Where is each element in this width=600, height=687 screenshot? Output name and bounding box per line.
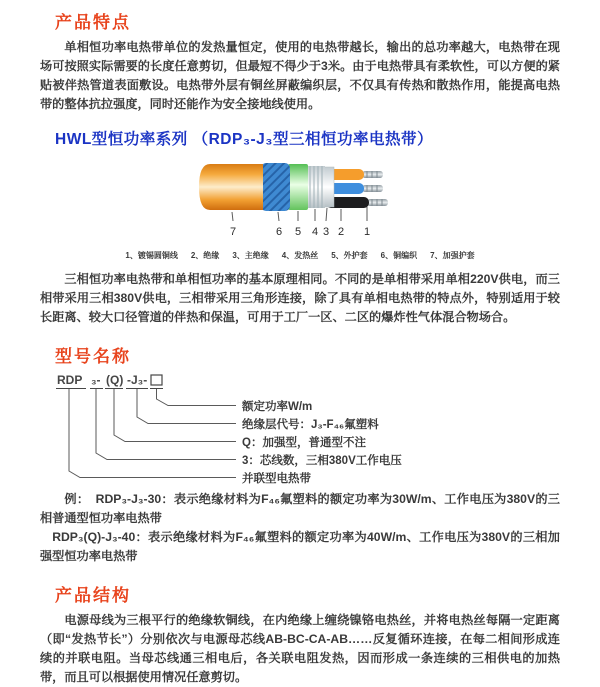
layer-number-7: 7 <box>229 226 237 238</box>
heating-wire-layer <box>306 166 325 208</box>
layer-number-5: 5 <box>294 226 302 238</box>
layer-numbers <box>230 226 370 238</box>
copper-braid-layer <box>261 163 290 211</box>
structure-section-title: 产品结构 <box>55 586 131 605</box>
formula-base: RDP <box>57 373 83 387</box>
model-section-title: 型号名称 <box>55 347 131 366</box>
callout-rated-power: 额定功率W/m <box>242 401 313 413</box>
structure-paragraph: 电源母线为三根平行的绝缘软铜线，在内绝缘上缠绕镍铬电热丝，并将电热丝每隔一定距离（即“发热节长”）分别依次与电源母芯线AB-BC-CA-AB……反复循环连接，在每二相间形成连续的并联电阻。当母芯线通三相电后，各关联电阻发热，因而形成一条连续的三相供电的加热带，而且可以根据使用情况任意剪切。 <box>40 613 560 684</box>
legend-item: 2、绝缘 <box>190 251 220 260</box>
formula-cores: ₃- <box>91 373 101 387</box>
model-formula <box>57 373 162 387</box>
legend-item: 6、铜编织 <box>380 251 418 260</box>
model-example-2: RDP₃(Q)-J₃-40：表示绝缘材料为F₄₆氟塑料的额定功率为40W/m、工作电压为380V的三相加强型恒功率电热带 <box>40 530 560 563</box>
model-designation-diagram <box>55 372 560 490</box>
series-heading: HWL型恒功率系列 （RDP₃-J₃型三相恒功率电热带） <box>55 131 433 148</box>
outer-jacket-layer <box>288 164 308 210</box>
features-paragraph: 单相恒功率电热带单位的发热量恒定，使用的电热带越长，输出的总功率越大，电热带在现场可按照实际需要的长度任意剪切，但最短不得少于3米。由于电热带具有柔软性，可以方便的紧贴被伴热管道表面敷设。电热带外层有铜丝屏蔽编织层，不仅具有传热和散热作用，能提高电热带的整体抗拉强度，同时还能作为安全接地线使用。 <box>40 40 560 111</box>
legend-item: 1、镀锡圆铜线 <box>125 251 178 260</box>
layer-number-2: 2 <box>337 226 345 238</box>
formula-insulation: -J₃- <box>127 373 148 387</box>
legend-item: 5、外护套 <box>331 251 368 260</box>
formula-power-box <box>151 375 162 385</box>
callout-labels <box>241 399 402 485</box>
layer-number-6: 6 <box>275 226 283 238</box>
layer-number-4: 4 <box>311 226 319 238</box>
callout-core-count: 3：芯线数，三相380V工作电压 <box>242 455 402 467</box>
reinforced-sheath-layer <box>199 164 263 210</box>
callout-reinforced-type: Q：加强型，普通型不注 <box>242 437 366 449</box>
cable-structure-diagram <box>170 157 430 249</box>
callout-parallel-type: 并联型电热带 <box>242 473 311 485</box>
formula-q: (Q) <box>106 373 124 387</box>
figure-legend <box>40 250 560 261</box>
model-example-1: 例： RDP₃-J₃-30：表示绝缘材料为F₄₆氟塑料的额定功率为30W/m、工作电压为380V的三相普通型恒功率电热带 <box>40 492 560 525</box>
layer-number-1: 1 <box>363 226 371 238</box>
callout-insulation-code: 绝缘层代号：J₃-F₄₆氟塑料 <box>242 419 379 431</box>
features-section-title: 产品特点 <box>55 13 131 32</box>
callout-lines <box>69 389 236 478</box>
layer-number-3: 3 <box>322 226 330 238</box>
legend-item: 4、发热丝 <box>281 251 319 260</box>
legend-item: 7、加强护套 <box>430 251 475 260</box>
three-phase-paragraph: 三相恒功率电热带和单相恒功率的基本原理相同。不同的是单相带采用单相220V供电，而三相带采用三相380V供电，三相带采用三角形连接，除了具有单相电热带的特点外，特别适用于较长距离、较大口径管道的伴热和保温，可用于工厂一区、二区的爆炸性气体混合物场合。 <box>40 272 560 324</box>
legend-item: 3、主绝缘 <box>232 251 269 260</box>
